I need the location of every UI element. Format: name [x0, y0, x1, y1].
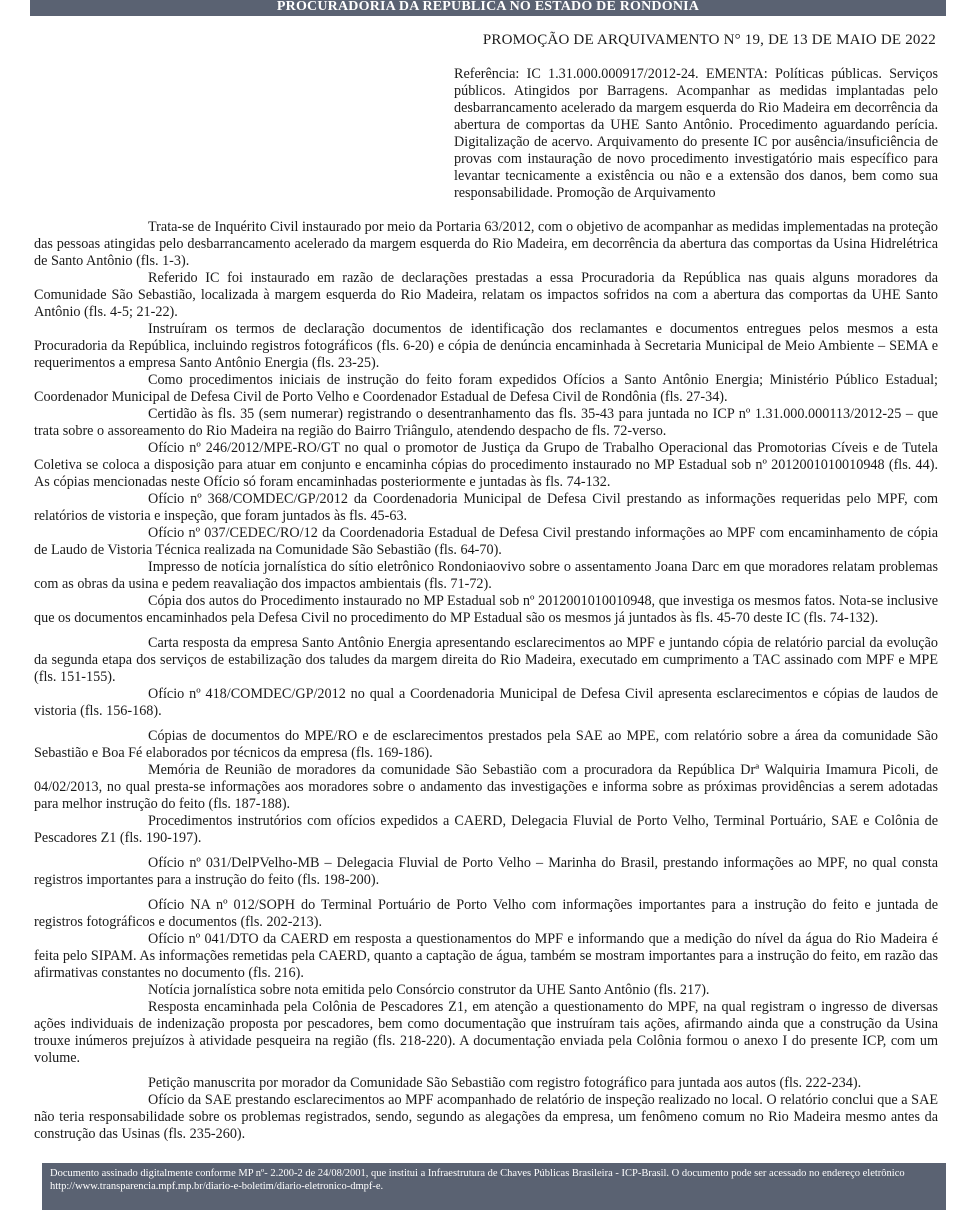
- paragraph: Ofício NA nº 012/SOPH do Terminal Portuário de Porto Velho com informações importantes para a instrução do feito e juntada de registros fotográficos e documentos (fls. 202-213).: [34, 897, 938, 930]
- paragraph: Ofício nº 368/COMDEC/GP/2012 da Coordenadoria Municipal de Defesa Civil prestando as informações requeridas pelo MPF, com relatórios de vistoria e inspeção, que foram juntados às fls. 45-63.: [34, 491, 938, 524]
- paragraph: Certidão às fls. 35 (sem numerar) registrando o desentranhamento das fls. 35-43 para juntada no ICP nº 1.31.000.000113/2012-25 – que trata sobre o assoreamento do Rio Madeira na região do Bairro Triângulo, atendendo despacho de fls. 72-verso.: [34, 406, 938, 439]
- paragraph: Cópias de documentos do MPE/RO e de esclarecimentos prestados pela SAE ao MPE, com relatório sobre a área da comunidade São Sebastião e Boa Fé elaborados por técnicos da empresa (fls. 169-186).: [34, 728, 938, 761]
- paragraph: Trata-se de Inquérito Civil instaurado por meio da Portaria 63/2012, com o objetivo de acompanhar as medidas implementadas na proteção das pessoas atingidas pelo desbarrancamento acelerado da margem esquerda do Rio Madeira, em decorrência da abertura das comportas da Usina Hidrelétrica de Santo Antônio (fls. 1-3).: [34, 219, 938, 269]
- paragraph: Petição manuscrita por morador da Comunidade São Sebastião com registro fotográfico para juntada aos autos (fls. 222-234).: [148, 1075, 862, 1091]
- paragraph: Notícia jornalística sobre nota emitida pelo Consórcio construtor da UHE Santo Antônio (fls. 217).: [148, 982, 710, 998]
- paragraph: Instruíram os termos de declaração documentos de identificação dos reclamantes e documentos entregues pelos mesmos a esta Procuradoria da República, incluindo registros fotográficos (fls. 6-20) e cópia de denúncia encaminhada à Secretaria Municipal de Meio Ambiente – SEMA e requerimentos a empresa Santo Antônio Energia (fls. 23-25).: [34, 321, 938, 371]
- footer-text: Documento assinado digitalmente conforme MP nº- 2.200-2 de 24/08/2001, que institui a Infraestrutura de Chaves Públicas Brasileira - ICP-Brasil. O documento pode ser acessado no endereço eletrônico http://www.transparencia.mpf.mp.br/diario-e-boletim/diario-eletronico-dmpf-e.: [50, 1168, 905, 1192]
- paragraph: Impresso de notícia jornalística do sítio eletrônico Rondoniaovivo sobre o assentamento Joana Darc em que moradores relatam problemas com as obras da usina e pedem reavaliação dos impactos ambientais (fls. 71-72).: [34, 559, 938, 592]
- header-banner: [30, 0, 946, 16]
- document-body: [34, 219, 938, 1143]
- document-title: PROMOÇÃO DE ARQUIVAMENTO N° 19, DE 13 DE MAIO DE 2022: [482, 32, 936, 48]
- paragraph: Carta resposta da empresa Santo Antônio Energia apresentando esclarecimentos ao MPF e juntando cópia de relatório parcial da evolução da segunda etapa dos serviços de estabilização dos taludes da margem direita do Rio Madeira, executado em cumprimento a TAC assinado com MPF e MPE (fls. 151-155).: [34, 635, 938, 685]
- paragraph: Referido IC foi instaurado em razão de declarações prestadas a essa Procuradoria da República nas quais alguns moradores da Comunidade São Sebastião, localizada à margem esquerda do Rio Madeira, relatam os impactos sofridos na com a abertura das comportas da UHE Santo Antônio (fls. 4-5; 21-22).: [34, 270, 938, 320]
- paragraph: Ofício da SAE prestando esclarecimentos ao MPF acompanhado de relatório de inspeção realizado no local. O relatório conclui que a SAE não teria responsabilidade sobre os problemas registrados, sendo, segundo as alegações da empresa, um fenômeno comum no Rio Madeira mesmo antes da construção das Usinas (fls. 235-260).: [34, 1092, 938, 1142]
- paragraph: Procedimentos instrutórios com ofícios expedidos a CAERD, Delegacia Fluvial de Porto Velho, Terminal Portuário, SAE e Colônia de Pescadores Z1 (fls. 190-197).: [34, 813, 938, 846]
- paragraph: Resposta encaminhada pela Colônia de Pescadores Z1, em atenção a questionamento do MPF, na qual registram o ingresso de diversas ações individuais de indenização proposta por pescadores, bem como documentação que instruíram tais ações, afirmando ainda que a construção da Usina trouxe inúmeros prejuízos à atividade pesqueira na região (fls. 218-220). A documentação enviada pela Colônia formou o anexo I do presente ICP, com um volume.: [34, 999, 938, 1066]
- paragraph: Ofício nº 418/COMDEC/GP/2012 no qual a Coordenadoria Municipal de Defesa Civil apresenta esclarecimentos e cópias de laudos de vistoria (fls. 156-168).: [34, 686, 938, 719]
- ementa-block: Referência: IC 1.31.000.000917/2012-24. EMENTA: Políticas públicas. Serviços públicos. Atingidos por Barragens. Acompanhar as medidas implantadas pelo desbarrancamento acelerado da margem esquerda do Rio Madeira em decorrência da abertura de comportas da UHE Santo Antônio. Procedimento aguardando perícia. Digitalização de acervo. Arquivamento do presente IC por ausência/insuficiência de provas com instauração de novo procedimento investigatório mais específico para levantar tecnicamente a existência ou não e a extensão dos danos, bem como sua responsabilidade. Promoção de Arquivamento: [454, 66, 938, 201]
- paragraph: Ofício nº 037/CEDEC/RO/12 da Coordenadoria Estadual de Defesa Civil prestando informações ao MPF com encaminhamento de cópia de Laudo de Vistoria Técnica realizada na Comunidade São Sebastião (fls. 64-70).: [34, 525, 938, 558]
- paragraph: Ofício nº 246/2012/MPE-RO/GT no qual o promotor de Justiça da Grupo de Trabalho Operacional das Promotorias Cíveis e de Tutela Coletiva se coloca a disposição para atuar em conjunto e encaminha cópias do procedimento instaurado no MP Estadual sob nº 2012001010010948 (fls. 44). As cópias mencionadas neste Ofício só foram encaminhadas posteriormente e juntadas às fls. 74-132.: [34, 440, 938, 490]
- paragraph: Cópia dos autos do Procedimento instaurado no MP Estadual sob nº 2012001010010948, que investiga os mesmos fatos. Nota-se inclusive que os documentos encaminhados pela Defesa Civil no procedimento do MP Estadual são os mesmos já juntados às fls. 45-70 deste IC (fls. 74-132).: [34, 593, 938, 626]
- paragraph: Como procedimentos iniciais de instrução do feito foram expedidos Ofícios a Santo Antônio Energia; Ministério Público Estadual; Coordenador Municipal de Defesa Civil de Porto Velho e Coordenador Estadual de Defesa Civil de Rondônia (fls. 27-34).: [34, 372, 938, 405]
- paragraph: Ofício nº 041/DTO da CAERD em resposta a questionamentos do MPF e informando que a medição do nível da água do Rio Madeira é feita pelo SIPAM. As informações remetidas pela CAERD, quanto a captação de água, também se mostram importantes para a instrução do feito, em razão das afirmativas constantes no documento (fls. 216).: [34, 931, 938, 981]
- paragraph: Memória de Reunião de moradores da comunidade São Sebastião com a procuradora da República Drª Walquiria Imamura Picoli, de 04/02/2013, no qual presta-se informações aos moradores sobre o andamento das investigações e informa sobre as próximas providências a serem adotadas para melhor instrução do feito (fls. 187-188).: [34, 762, 938, 812]
- footer-banner: [42, 1163, 946, 1210]
- header-title: PROCURADORIA DA REPÚBLICA NO ESTADO DE RONDÔNIA: [276, 0, 700, 14]
- paragraph: Ofício nº 031/DelPVelho-MB – Delegacia Fluvial de Porto Velho – Marinha do Brasil, prestando informações ao MPF, no qual consta registros importantes para a instrução do feito (fls. 198-200).: [34, 855, 938, 888]
